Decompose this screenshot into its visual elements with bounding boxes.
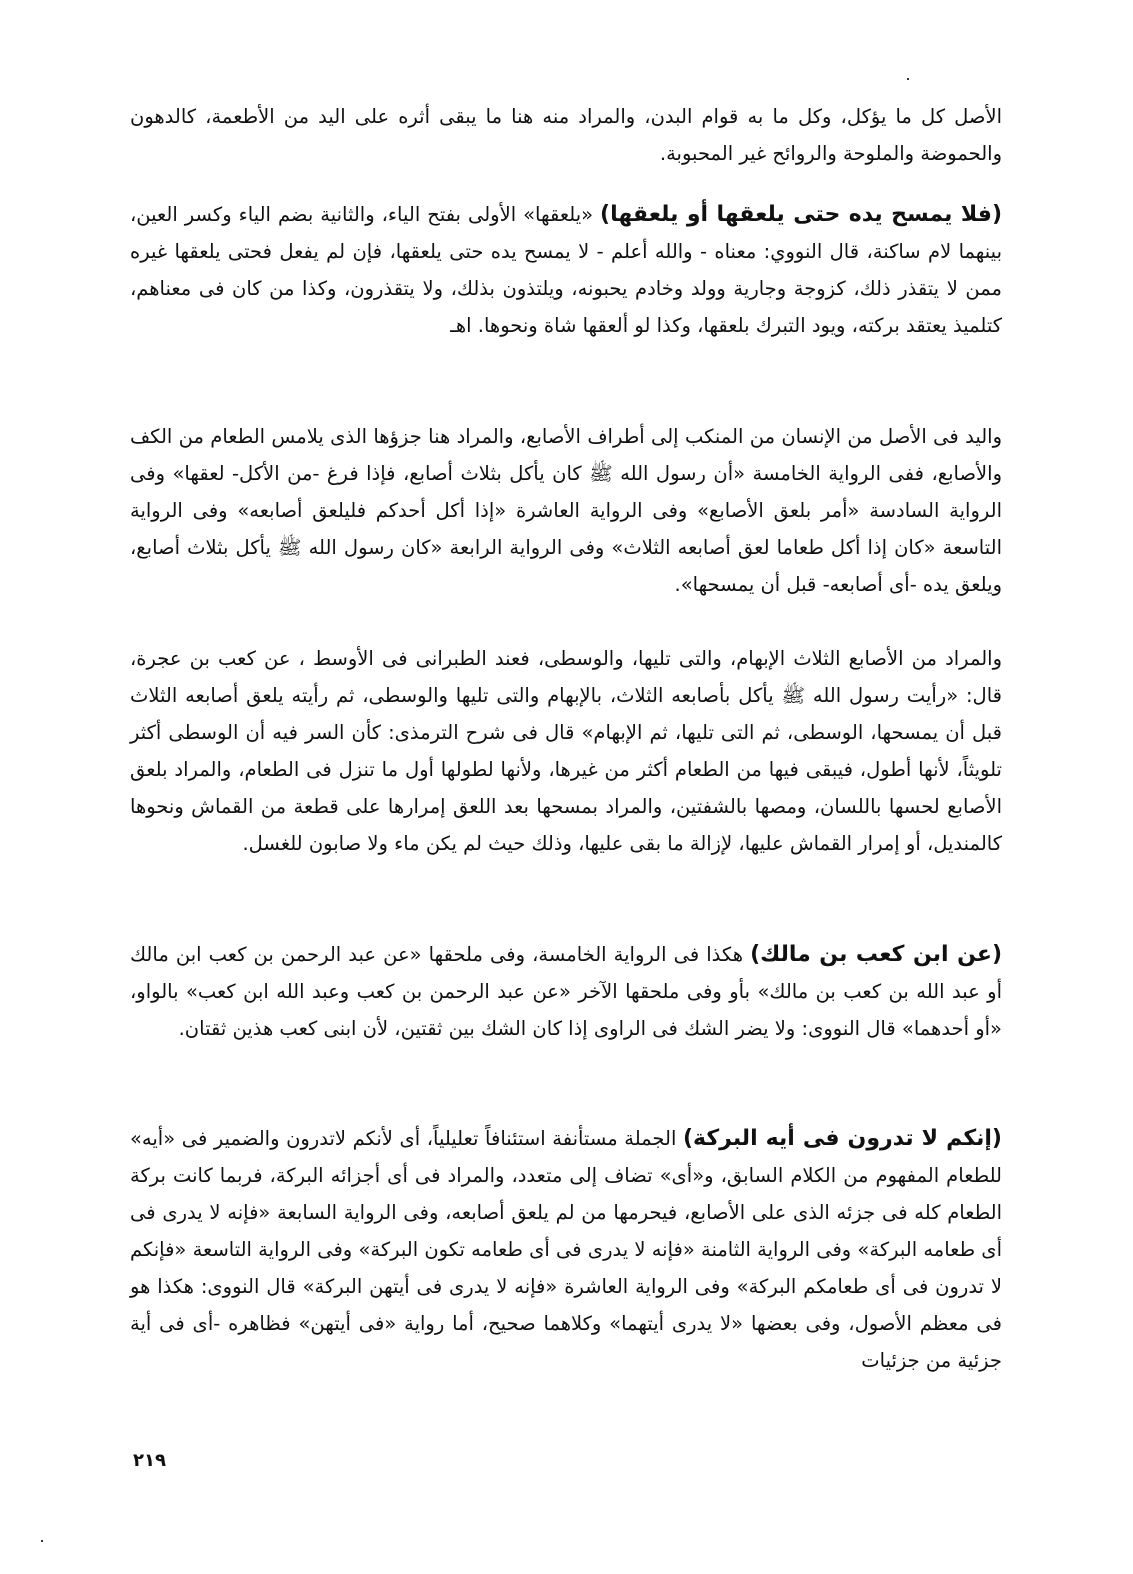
- paragraph-6: [130, 1120, 1002, 1379]
- paragraph-5: [130, 936, 1002, 1047]
- page-number: ٢١٩: [133, 1450, 166, 1471]
- paragraph-text: هكذا فى الرواية الخامسة، وفى ملحقها «عن عبد الرحمن بن كعب ابن مالك أو عبد الله بن كعب بن مالك» بأو وفى ملحقها الآخر «عن عبد الرحمن بن كعب وعبد الله ابن كعب» بالواو، «أو أحدهما» قال النووى: ولا يضر الشك فى الراوى إذا كان الشك بين ثقتين، لأن ابنى كعب هذين ثقتان.: [130, 943, 1002, 1040]
- paragraph-text: الجملة مستأنفة استئنافاً تعليلياً، أى لأنكم لاتدرون والضمير فى «أيه» للطعام المفهوم من الكلام السابق، و«أى» تضاف إلى متعدد، والمراد فى أى أجزائه البركة، فربما كانت بركة الطعام كله فى جزئه الذى على الأصابع، فيحرمها من لم يلعق أصابعه، وفى الرواية السابعة «فإنه لا يدرى فى أى طعامه البركة» وفى الرواية الثامنة «فإنه لا يدرى فى أى طعامه تكون البركة» وفى الرواية التاسعة «فإنكم لا تدرون فى أى طعامكم البركة» وفى الرواية العاشرة «فإنه لا يدرى فى أيتهن البركة» قال النووى: هكذا هو فى معظم الأصول، وفى بعضها «لا يدرى أيتهما» وكلاهما صحيح، أما رواية «فى أيتهن» فظاهره -أى فى أية جزئية من جزئيات: [130, 1127, 1002, 1372]
- paragraph-text: «يلعقها» الأولى بفتح الياء، والثانية بضم الياء وكسر العين، بينهما لام ساكنة، قال النووي: معناه - والله أعلم - لا يمسح يده حتى يلعقها، فإن لم يفعل فحتى يلعقها غيره ممن لا يتقذر ذلك، كزوجة وجارية وولد وخادم يحبونه، ويلتذون بذلك، ولا يتقذرون، وكذا من كان فى معناهم، كتلميذ يعتقد بركته، ويود التبرك بلعقها، وكذا لو ألعقها شاة ونحوها. اهـ: [130, 203, 1002, 337]
- paragraph-3: [130, 418, 1002, 603]
- paragraph-1: [130, 98, 1002, 172]
- paragraph-text: واليد فى الأصل من الإنسان من المنكب إلى أطراف الأصابع، والمراد هنا جزؤها الذى يلامس الطعام من الكف والأصابع، ففى الرواية الخامسة «أن رسول الله ﷺ كان يأكل بثلاث أصابع، فإذا فرغ -من الأكل- لعقها» وفى الرواية السادسة «أمر بلعق الأصابع» وفى الرواية العاشرة «إذا أكل أحدكم فليلعق أصابعه» وفى الرواية التاسعة «كان إذا أكل طعاما لعق أصابعه الثلاث» وفى الرواية الرابعة «كان رسول الله ﷺ يأكل بثلاث أصابع، ويلعق يده -أى أصابعه- قبل أن يمسحها».: [130, 425, 1002, 596]
- paragraph-4: [130, 640, 1002, 862]
- paragraph-heading: (إنكم لا تدرون فى أيه البركة): [682, 1126, 1002, 1151]
- paragraph-heading: (عن ابن كعب بن مالك): [750, 942, 1003, 967]
- paragraph-text: والمراد من الأصابع الثلاث الإبهام، والتى تليها، والوسطى، فعند الطبرانى فى الأوسط ، عن كعب بن عجرة، قال: «رأيت رسول الله ﷺ يأكل بأصابعه الثلاث، بالإبهام والتى تليها والوسطى، ثم رأيته يلعق أصابعه الثلاث قبل أن يمسحها، الوسطى، ثم التى تليها، ثم الإبهام» قال فى شرح الترمذى: كأن السر فيه أن الوسطى أكثر تلويثاً، لأنها أطول، فيبقى فيها من الطعام أكثر من غيرها، ولأنها لطولها أول ما تنزل فى الطعام، والمراد بلعق الأصابع لحسها باللسان، ومصها بالشفتين، والمراد بمسحها بعد اللعق إمرارها على قطعة من القماش ونحوها كالمنديل، أو إمرار القماش عليها، لإزالة ما بقى عليها، وذلك حيث لم يكن ماء ولا صابون للغسل.: [130, 647, 1002, 855]
- paragraph-2: [130, 196, 1002, 344]
- paragraph-text: الأصل كل ما يؤكل، وكل ما به قوام البدن، والمراد منه هنا ما يبقى أثره على اليد من الأطعمة، كالدهون والحموضة والملوحة والروائح غير المحبوبة.: [130, 105, 1002, 165]
- paragraph-heading: (فلا يمسح يده حتى يلعقها أو يلعقها): [600, 202, 1002, 227]
- scan-speck: [907, 78, 909, 80]
- scan-speck: [41, 1540, 43, 1542]
